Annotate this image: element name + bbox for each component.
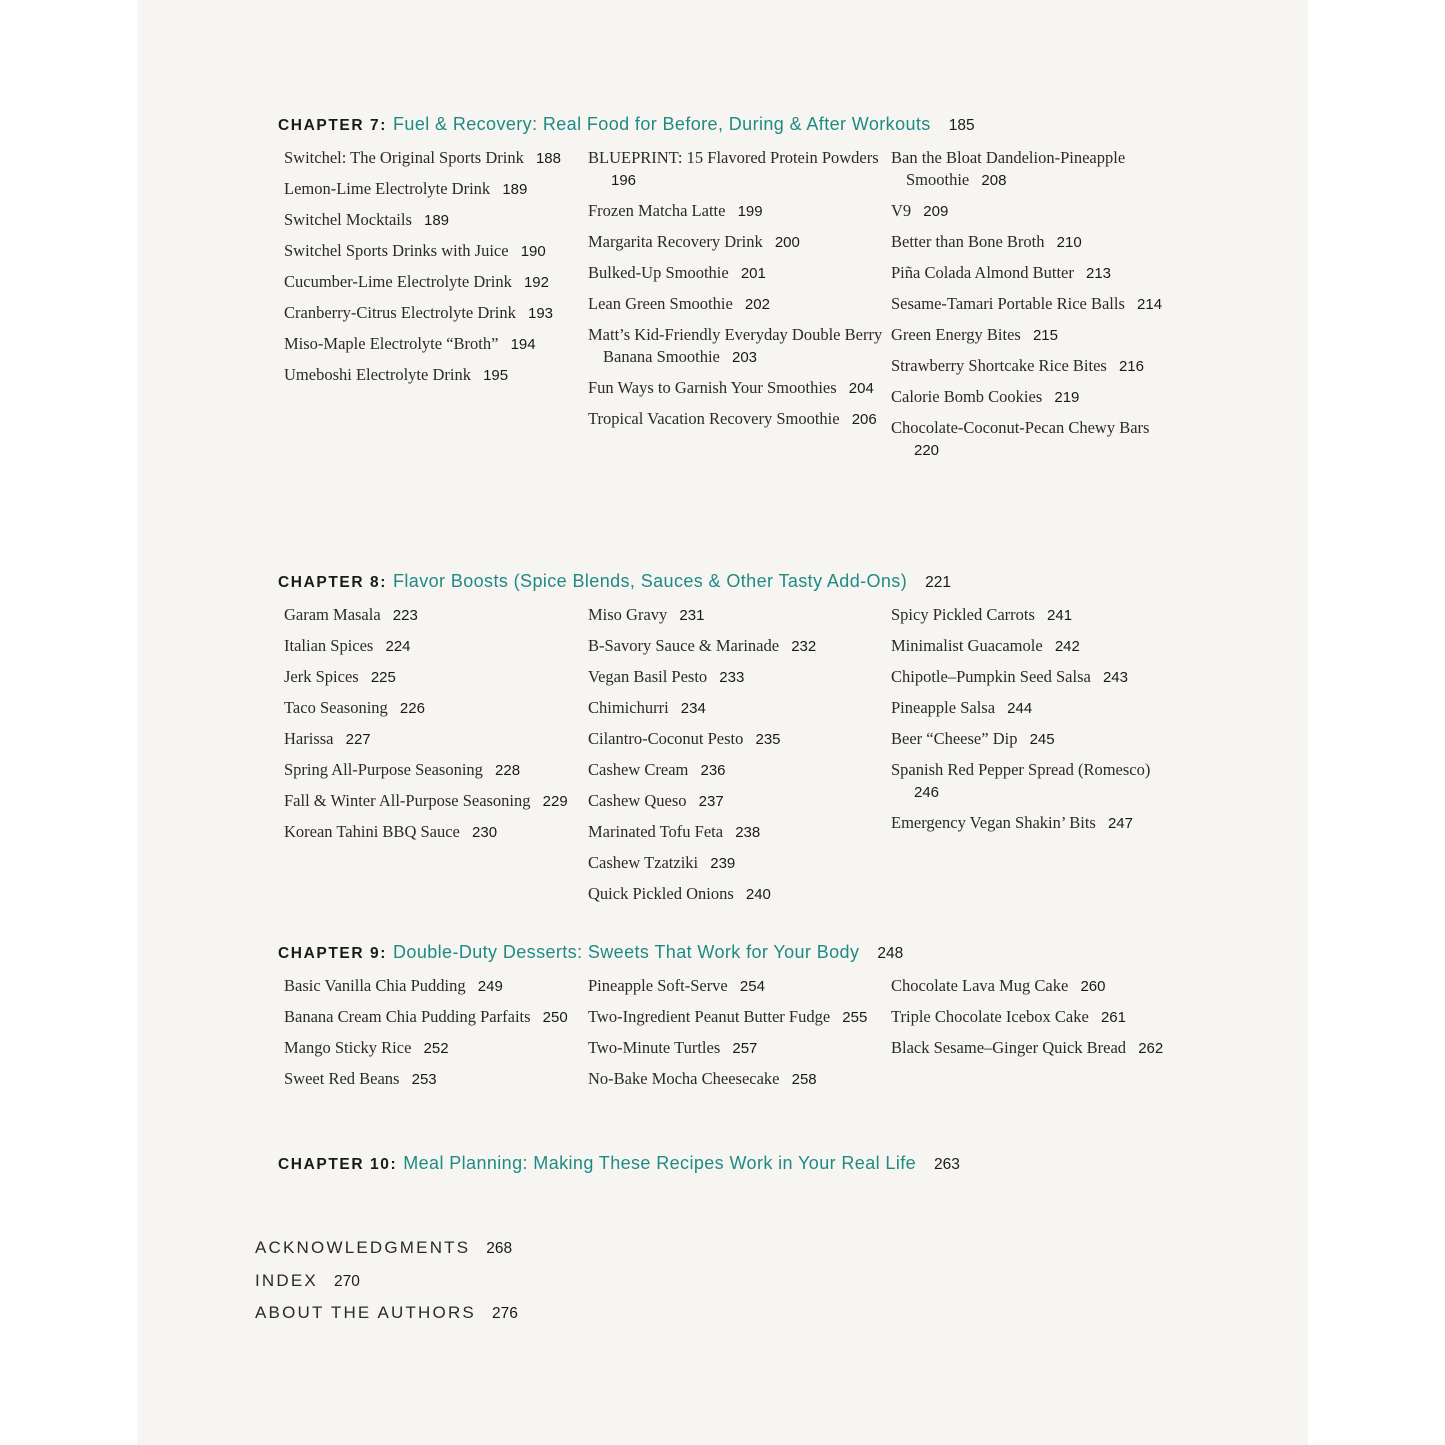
recipe-entry	[284, 1068, 588, 1091]
back-matter-page: 268	[486, 1240, 513, 1257]
recipe-page-number: 209	[923, 203, 949, 220]
recipe-page-number: 243	[1102, 669, 1128, 686]
recipe-page-number: 260	[1080, 978, 1106, 995]
recipe-title: Cranberry-Citrus Electrolyte Drink	[284, 303, 516, 322]
recipe-entry	[891, 975, 1181, 998]
toc-page	[137, 0, 1308, 1445]
recipe-title: Spanish Red Pepper Spread (Romesco)	[891, 760, 1151, 779]
recipe-page-number: 236	[700, 762, 726, 779]
recipe-title: Chocolate-Coconut-Pecan Chewy Bars	[891, 418, 1150, 437]
recipe-title: Chocolate Lava Mug Cake	[891, 976, 1069, 995]
recipe-entry	[588, 635, 891, 658]
recipe-entry	[891, 200, 1181, 223]
recipe-title: Switchel Sports Drinks with Juice	[284, 241, 509, 260]
recipe-column	[891, 147, 1181, 470]
recipe-title: B-Savory Sauce & Marinade	[588, 636, 780, 655]
recipe-entry	[891, 1006, 1181, 1029]
chapter-9	[278, 940, 1288, 1099]
recipe-page-number: 189	[502, 181, 528, 198]
recipe-page-number: 244	[1007, 700, 1033, 717]
recipe-page-number: 230	[472, 824, 498, 841]
recipe-entry	[284, 333, 588, 356]
recipe-title: Chipotle–Pumpkin Seed Salsa	[891, 667, 1091, 686]
recipe-entry	[891, 262, 1181, 285]
recipe-title: Sesame-Tamari Portable Rice Balls	[891, 294, 1125, 313]
chapter-label: CHAPTER 7:	[278, 117, 388, 134]
recipe-title: Miso-Maple Electrolyte “Broth”	[284, 334, 499, 353]
recipe-title: Strawberry Shortcake Rice Bites	[891, 356, 1107, 375]
recipe-title: Spring All-Purpose Seasoning	[284, 760, 483, 779]
recipe-title: Fun Ways to Garnish Your Smoothies	[588, 378, 837, 397]
recipe-title: Fall & Winter All-Purpose Seasoning	[284, 791, 531, 810]
recipe-page-number: 203	[731, 349, 758, 366]
recipe-entry	[284, 147, 588, 170]
recipe-entry	[284, 1006, 588, 1029]
recipe-entry	[284, 364, 588, 387]
recipe-entry	[588, 200, 891, 223]
recipe-title: Switchel: The Original Sports Drink	[284, 148, 524, 167]
recipe-entry	[284, 240, 588, 263]
recipe-columns	[278, 604, 1288, 914]
back-matter-page: 270	[333, 1272, 360, 1290]
chapter-page-number: 185	[948, 117, 975, 134]
recipe-title: Emergency Vegan Shakin’ Bits	[891, 813, 1096, 832]
chapter-heading	[278, 112, 1288, 136]
recipe-title: Banana Cream Chia Pudding Parfaits	[284, 1007, 531, 1026]
chapter-title: Fuel & Recovery: Real Food for Before, During & After Workouts	[393, 114, 931, 134]
recipe-entry	[588, 377, 891, 400]
recipe-column	[278, 604, 588, 914]
recipe-page-number: 249	[477, 978, 503, 995]
recipe-page-number: 242	[1054, 638, 1080, 655]
recipe-title: Switchel Mocktails	[284, 210, 412, 229]
recipe-entry	[891, 417, 1181, 462]
recipe-page-number: 194	[510, 336, 536, 353]
back-matter-page: 276	[491, 1305, 518, 1322]
recipe-entry	[588, 821, 891, 844]
recipe-title: Sweet Red Beans	[284, 1069, 400, 1088]
recipe-page-number: 224	[385, 638, 411, 655]
recipe-title: Pineapple Soft-Serve	[588, 976, 728, 995]
recipe-entry	[588, 1068, 891, 1091]
recipe-column	[588, 604, 891, 914]
back-matter-acknowledgments	[255, 1238, 518, 1271]
recipe-page-number: 229	[542, 793, 568, 810]
chapter-10	[278, 1151, 1288, 1175]
recipe-page-number: 232	[791, 638, 817, 655]
chapter-title: Flavor Boosts (Spice Blends, Sauces & Other Tasty Add-Ons)	[393, 571, 908, 591]
recipe-page-number: 188	[535, 150, 561, 167]
recipe-entry	[891, 635, 1181, 658]
recipe-column	[278, 975, 588, 1099]
recipe-column	[588, 975, 891, 1099]
recipe-page-number: 226	[399, 700, 425, 717]
recipe-page-number: 238	[735, 824, 761, 841]
recipe-page-number: 195	[483, 367, 509, 384]
recipe-entry	[588, 1006, 891, 1029]
recipe-entry	[891, 666, 1181, 689]
recipe-entry	[891, 355, 1181, 378]
recipe-column	[588, 147, 891, 470]
recipe-entry	[284, 728, 588, 751]
recipe-page-number: 241	[1047, 607, 1073, 624]
recipe-page-number: 253	[411, 1071, 437, 1088]
recipe-title: Triple Chocolate Icebox Cake	[891, 1007, 1089, 1026]
recipe-page-number: 262	[1138, 1040, 1164, 1057]
chapter-label: CHAPTER 9:	[278, 945, 388, 962]
recipe-entry	[891, 231, 1181, 254]
recipe-page-number: 227	[345, 731, 371, 748]
recipe-title: Miso Gravy	[588, 605, 668, 624]
back-matter-index	[255, 1271, 518, 1304]
recipe-title: Cilantro-Coconut Pesto	[588, 729, 744, 748]
recipe-title: Cashew Queso	[588, 791, 687, 810]
recipe-title: Harissa	[284, 729, 334, 748]
recipe-title: Garam Masala	[284, 605, 381, 624]
recipe-column	[891, 604, 1181, 914]
recipe-title: Cashew Tzatziki	[588, 853, 699, 872]
recipe-column	[891, 975, 1181, 1099]
recipe-title: Piña Colada Almond Butter	[891, 263, 1074, 282]
chapter-heading	[278, 940, 1288, 964]
chapter-label: CHAPTER 8:	[278, 574, 388, 591]
recipe-entry	[284, 209, 588, 232]
recipe-title: Margarita Recovery Drink	[588, 232, 763, 251]
recipe-entry	[588, 1037, 891, 1060]
chapter-heading	[278, 569, 1288, 593]
recipe-entry	[891, 324, 1181, 347]
chapter-8	[278, 569, 1288, 914]
recipe-title: Two-Minute Turtles	[588, 1038, 721, 1057]
recipe-columns	[278, 975, 1288, 1099]
recipe-title: Umeboshi Electrolyte Drink	[284, 365, 471, 384]
recipe-title: Bulked-Up Smoothie	[588, 263, 729, 282]
recipe-title: Minimalist Guacamole	[891, 636, 1043, 655]
recipe-entry	[891, 147, 1181, 192]
recipe-entry	[891, 604, 1181, 627]
recipe-page-number: 208	[981, 172, 1007, 189]
chapter-heading	[278, 1151, 1288, 1175]
recipe-entry	[284, 975, 588, 998]
chapter-label: CHAPTER 10:	[278, 1156, 398, 1173]
recipe-entry	[284, 1037, 588, 1060]
recipe-page-number: 210	[1056, 234, 1082, 251]
recipe-page-number: 228	[495, 762, 521, 779]
chapter-page-number: 263	[934, 1156, 960, 1173]
recipe-title: Black Sesame–Ginger Quick Bread	[891, 1038, 1127, 1057]
recipe-title: Beer “Cheese” Dip	[891, 729, 1018, 748]
recipe-page-number: 196	[611, 172, 637, 189]
back-matter-about-the-authors	[255, 1303, 518, 1336]
recipe-page-number: 237	[698, 793, 724, 810]
recipe-entry	[284, 790, 588, 813]
recipe-title: Taco Seasoning	[284, 698, 388, 717]
recipe-title: No-Bake Mocha Cheesecake	[588, 1069, 780, 1088]
recipe-title: V9	[891, 201, 912, 220]
recipe-entry	[284, 759, 588, 782]
back-matter-label: ABOUT THE AUTHORS	[255, 1303, 476, 1322]
recipe-page-number: 261	[1100, 1009, 1126, 1026]
recipe-page-number: 216	[1118, 358, 1144, 375]
recipe-entry	[588, 790, 891, 813]
recipe-page-number: 202	[744, 296, 770, 313]
recipe-page-number: 215	[1032, 327, 1058, 344]
recipe-title: Chimichurri	[588, 698, 669, 717]
recipe-page-number: 213	[1086, 265, 1112, 282]
recipe-column	[278, 147, 588, 470]
recipe-page-number: 190	[520, 243, 546, 260]
recipe-page-number: 250	[542, 1009, 568, 1026]
recipe-entry	[588, 293, 891, 316]
recipe-entry	[588, 759, 891, 782]
recipe-title: Italian Spices	[284, 636, 374, 655]
recipe-title: Green Energy Bites	[891, 325, 1021, 344]
recipe-entry	[588, 852, 891, 875]
recipe-entry	[588, 324, 891, 369]
recipe-title: Basic Vanilla Chia Pudding	[284, 976, 466, 995]
recipe-title: Lemon-Lime Electrolyte Drink	[284, 179, 491, 198]
recipe-page-number: 246	[914, 784, 940, 801]
recipe-entry	[284, 666, 588, 689]
recipe-page-number: 245	[1029, 731, 1055, 748]
recipe-entry	[284, 302, 588, 325]
recipe-entry	[284, 271, 588, 294]
recipe-title: Jerk Spices	[284, 667, 359, 686]
recipe-title: Tropical Vacation Recovery Smoothie	[588, 409, 840, 428]
recipe-entry	[891, 759, 1181, 804]
recipe-title: Matt’s Kid-Friendly Everyday Double Berry Banana Smoothie	[588, 325, 883, 366]
chapter-title: Meal Planning: Making These Recipes Work in Your Real Life	[403, 1153, 917, 1173]
recipe-entry	[284, 635, 588, 658]
recipe-title: Cucumber-Lime Electrolyte Drink	[284, 272, 512, 291]
back-matter	[255, 1238, 518, 1336]
recipe-title: BLUEPRINT: 15 Flavored Protein Powders	[588, 148, 879, 167]
recipe-page-number: 239	[710, 855, 736, 872]
recipe-entry	[588, 408, 891, 431]
recipe-page-number: 219	[1054, 389, 1080, 406]
recipe-page-number: 214	[1137, 296, 1163, 313]
recipe-page-number: 254	[739, 978, 765, 995]
recipe-title: Korean Tahini BBQ Sauce	[284, 822, 460, 841]
chapter-page-number: 248	[877, 945, 904, 962]
recipe-page-number: 233	[719, 669, 745, 686]
recipe-entry	[588, 975, 891, 998]
recipe-title: Spicy Pickled Carrots	[891, 605, 1035, 624]
recipe-entry	[891, 1037, 1181, 1060]
recipe-title: Quick Pickled Onions	[588, 884, 734, 903]
recipe-entry	[284, 821, 588, 844]
chapter-page-number: 221	[925, 574, 951, 591]
chapter-title: Double-Duty Desserts: Sweets That Work for Your Body	[393, 942, 860, 962]
recipe-page-number: 255	[842, 1009, 868, 1026]
chapter-7	[278, 112, 1288, 470]
recipe-page-number: 206	[851, 411, 877, 428]
recipe-title: Marinated Tofu Feta	[588, 822, 724, 841]
recipe-title: Two-Ingredient Peanut Butter Fudge	[588, 1007, 831, 1026]
recipe-entry	[588, 604, 891, 627]
recipe-title: Frozen Matcha Latte	[588, 201, 726, 220]
recipe-entry	[284, 178, 588, 201]
recipe-page-number: 240	[745, 886, 771, 903]
back-matter-label: ACKNOWLEDGMENTS	[255, 1238, 471, 1257]
recipe-columns	[278, 147, 1288, 470]
recipe-entry	[284, 697, 588, 720]
recipe-title: Calorie Bomb Cookies	[891, 387, 1043, 406]
recipe-page-number: 193	[527, 305, 554, 322]
recipe-page-number: 199	[737, 203, 763, 220]
recipe-page-number: 200	[774, 234, 800, 251]
recipe-title: Cashew Cream	[588, 760, 689, 779]
recipe-page-number: 223	[392, 607, 418, 624]
recipe-entry	[891, 386, 1181, 409]
recipe-page-number: 192	[523, 274, 549, 291]
recipe-page-number: 225	[370, 669, 396, 686]
recipe-entry	[891, 293, 1181, 316]
recipe-entry	[588, 666, 891, 689]
recipe-page-number: 204	[848, 380, 874, 397]
recipe-title: Mango Sticky Rice	[284, 1038, 412, 1057]
recipe-entry	[891, 728, 1181, 751]
recipe-page-number: 258	[791, 1071, 817, 1088]
recipe-page-number: 231	[679, 607, 705, 624]
recipe-title: Pineapple Salsa	[891, 698, 996, 717]
recipe-entry	[891, 697, 1181, 720]
recipe-page-number: 220	[914, 442, 940, 459]
recipe-page-number: 234	[680, 700, 706, 717]
recipe-page-number: 235	[755, 731, 781, 748]
recipe-title: Ban the Bloat Dandelion-Pineapple Smoothie	[891, 148, 1126, 189]
recipe-entry	[588, 697, 891, 720]
recipe-entry	[588, 883, 891, 906]
recipe-entry	[284, 604, 588, 627]
recipe-page-number: 257	[732, 1040, 758, 1057]
recipe-title: Better than Bone Broth	[891, 232, 1045, 251]
recipe-page-number: 201	[740, 265, 766, 282]
recipe-entry	[891, 812, 1181, 835]
recipe-entry	[588, 728, 891, 751]
recipe-title: Vegan Basil Pesto	[588, 667, 708, 686]
recipe-page-number: 252	[423, 1040, 449, 1057]
recipe-entry	[588, 147, 891, 192]
recipe-entry	[588, 231, 891, 254]
recipe-page-number: 247	[1107, 815, 1133, 832]
recipe-title: Lean Green Smoothie	[588, 294, 733, 313]
recipe-entry	[588, 262, 891, 285]
recipe-page-number: 189	[423, 212, 450, 229]
back-matter-label: INDEX	[255, 1270, 318, 1290]
